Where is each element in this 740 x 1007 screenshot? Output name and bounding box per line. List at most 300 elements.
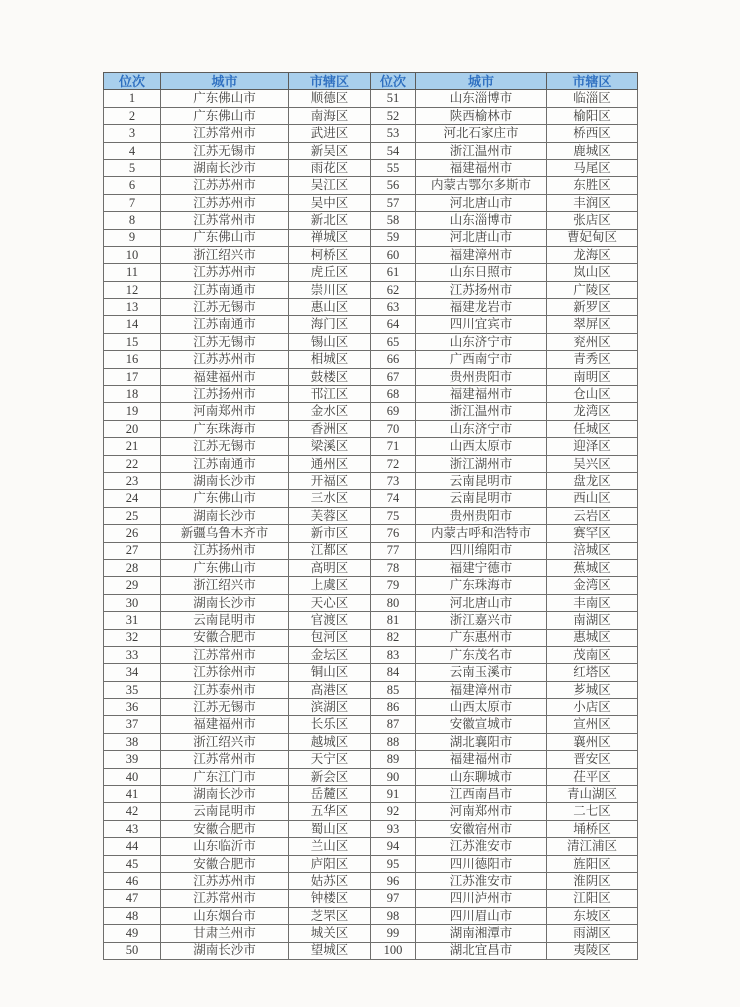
rank-cell: 40 bbox=[104, 768, 161, 785]
city-cell: 江苏淮安市 bbox=[416, 838, 547, 855]
rank-cell: 45 bbox=[104, 855, 161, 872]
table-row bbox=[104, 142, 638, 159]
city-cell: 江苏常州市 bbox=[161, 125, 289, 142]
district-cell: 邗江区 bbox=[289, 386, 371, 403]
city-district-ranking-table bbox=[103, 72, 638, 960]
rank-cell: 38 bbox=[104, 733, 161, 750]
table-row bbox=[104, 281, 638, 298]
district-cell: 高明区 bbox=[289, 559, 371, 576]
table-row bbox=[104, 559, 638, 576]
rank-cell: 51 bbox=[371, 90, 416, 107]
district-cell: 高港区 bbox=[289, 681, 371, 698]
rank-cell: 36 bbox=[104, 699, 161, 716]
district-cell: 南海区 bbox=[289, 107, 371, 124]
table-row bbox=[104, 751, 638, 768]
district-cell: 海门区 bbox=[289, 316, 371, 333]
table-row bbox=[104, 316, 638, 333]
city-cell: 广东佛山市 bbox=[161, 90, 289, 107]
rank-cell: 81 bbox=[371, 612, 416, 629]
rank-cell: 20 bbox=[104, 420, 161, 437]
city-cell: 甘肃兰州市 bbox=[161, 925, 289, 942]
city-cell: 湖南长沙市 bbox=[161, 507, 289, 524]
district-cell: 相城区 bbox=[289, 351, 371, 368]
district-cell: 广陵区 bbox=[547, 281, 638, 298]
table-row bbox=[104, 177, 638, 194]
header-city-left: 城市 bbox=[161, 73, 289, 90]
rank-cell: 27 bbox=[104, 542, 161, 559]
city-cell: 江苏常州市 bbox=[161, 212, 289, 229]
rank-cell: 28 bbox=[104, 559, 161, 576]
table-row bbox=[104, 855, 638, 872]
district-cell: 曹妃甸区 bbox=[547, 229, 638, 246]
city-cell: 江苏苏州市 bbox=[161, 351, 289, 368]
district-cell: 天宁区 bbox=[289, 751, 371, 768]
rank-cell: 59 bbox=[371, 229, 416, 246]
city-cell: 湖南长沙市 bbox=[161, 786, 289, 803]
table-row bbox=[104, 386, 638, 403]
rank-cell: 13 bbox=[104, 299, 161, 316]
rank-cell: 100 bbox=[371, 942, 416, 959]
table-row bbox=[104, 646, 638, 663]
table-row bbox=[104, 716, 638, 733]
table-row bbox=[104, 420, 638, 437]
district-cell: 通州区 bbox=[289, 455, 371, 472]
city-cell: 江苏扬州市 bbox=[161, 386, 289, 403]
header-city-right: 城市 bbox=[416, 73, 547, 90]
table-row bbox=[104, 438, 638, 455]
rank-cell: 17 bbox=[104, 368, 161, 385]
table-row bbox=[104, 942, 638, 959]
header-row bbox=[104, 73, 638, 90]
rank-cell: 37 bbox=[104, 716, 161, 733]
city-cell: 江苏南通市 bbox=[161, 316, 289, 333]
city-cell: 河南郑州市 bbox=[416, 803, 547, 820]
rank-cell: 98 bbox=[371, 907, 416, 924]
rank-cell: 72 bbox=[371, 455, 416, 472]
table-row bbox=[104, 699, 638, 716]
city-cell: 江苏常州市 bbox=[161, 646, 289, 663]
table-row bbox=[104, 507, 638, 524]
district-cell: 张店区 bbox=[547, 212, 638, 229]
rank-cell: 96 bbox=[371, 872, 416, 889]
district-cell: 榆阳区 bbox=[547, 107, 638, 124]
city-cell: 新疆乌鲁木齐市 bbox=[161, 525, 289, 542]
city-cell: 山东日照市 bbox=[416, 264, 547, 281]
table-row bbox=[104, 872, 638, 889]
district-cell: 望城区 bbox=[289, 942, 371, 959]
rank-cell: 14 bbox=[104, 316, 161, 333]
district-cell: 铜山区 bbox=[289, 664, 371, 681]
district-cell: 越城区 bbox=[289, 733, 371, 750]
city-cell: 云南玉溪市 bbox=[416, 664, 547, 681]
rank-cell: 71 bbox=[371, 438, 416, 455]
district-cell: 芗城区 bbox=[547, 681, 638, 698]
city-cell: 广东佛山市 bbox=[161, 559, 289, 576]
rank-cell: 79 bbox=[371, 577, 416, 594]
rank-cell: 80 bbox=[371, 594, 416, 611]
table-row bbox=[104, 768, 638, 785]
table-row bbox=[104, 786, 638, 803]
city-cell: 湖南长沙市 bbox=[161, 594, 289, 611]
rank-cell: 53 bbox=[371, 125, 416, 142]
city-cell: 浙江湖州市 bbox=[416, 455, 547, 472]
table-row bbox=[104, 125, 638, 142]
city-cell: 广东珠海市 bbox=[416, 577, 547, 594]
city-cell: 内蒙古鄂尔多斯市 bbox=[416, 177, 547, 194]
table-row bbox=[104, 664, 638, 681]
rank-cell: 3 bbox=[104, 125, 161, 142]
city-cell: 广东佛山市 bbox=[161, 229, 289, 246]
rank-cell: 49 bbox=[104, 925, 161, 942]
district-cell: 香洲区 bbox=[289, 420, 371, 437]
city-cell: 安徽宿州市 bbox=[416, 820, 547, 837]
rank-cell: 4 bbox=[104, 142, 161, 159]
district-cell: 南湖区 bbox=[547, 612, 638, 629]
district-cell: 新吴区 bbox=[289, 142, 371, 159]
rank-cell: 97 bbox=[371, 890, 416, 907]
district-cell: 城关区 bbox=[289, 925, 371, 942]
rank-cell: 63 bbox=[371, 299, 416, 316]
city-cell: 江苏无锡市 bbox=[161, 438, 289, 455]
rank-cell: 29 bbox=[104, 577, 161, 594]
rank-cell: 62 bbox=[371, 281, 416, 298]
table-row bbox=[104, 907, 638, 924]
city-cell: 江苏淮安市 bbox=[416, 872, 547, 889]
rank-cell: 74 bbox=[371, 490, 416, 507]
district-cell: 夷陵区 bbox=[547, 942, 638, 959]
rank-cell: 50 bbox=[104, 942, 161, 959]
rank-cell: 19 bbox=[104, 403, 161, 420]
rank-cell: 22 bbox=[104, 455, 161, 472]
district-cell: 江都区 bbox=[289, 542, 371, 559]
city-cell: 浙江绍兴市 bbox=[161, 733, 289, 750]
district-cell: 岚山区 bbox=[547, 264, 638, 281]
rank-cell: 42 bbox=[104, 803, 161, 820]
district-cell: 翠屏区 bbox=[547, 316, 638, 333]
city-cell: 浙江温州市 bbox=[416, 142, 547, 159]
city-cell: 江苏无锡市 bbox=[161, 699, 289, 716]
city-cell: 江苏苏州市 bbox=[161, 872, 289, 889]
city-cell: 湖北宜昌市 bbox=[416, 942, 547, 959]
table-row bbox=[104, 212, 638, 229]
district-cell: 滨湖区 bbox=[289, 699, 371, 716]
district-cell: 崇川区 bbox=[289, 281, 371, 298]
district-cell: 晋安区 bbox=[547, 751, 638, 768]
table-row bbox=[104, 403, 638, 420]
city-cell: 云南昆明市 bbox=[161, 803, 289, 820]
district-cell: 雨花区 bbox=[289, 159, 371, 176]
city-cell: 福建福州市 bbox=[416, 386, 547, 403]
district-cell: 惠城区 bbox=[547, 629, 638, 646]
rank-cell: 65 bbox=[371, 333, 416, 350]
city-cell: 江苏无锡市 bbox=[161, 333, 289, 350]
header-district-right: 市辖区 bbox=[547, 73, 638, 90]
city-cell: 广东茂名市 bbox=[416, 646, 547, 663]
district-cell: 赛罕区 bbox=[547, 525, 638, 542]
district-cell: 官渡区 bbox=[289, 612, 371, 629]
city-cell: 陕西榆林市 bbox=[416, 107, 547, 124]
city-cell: 云南昆明市 bbox=[416, 472, 547, 489]
city-cell: 浙江嘉兴市 bbox=[416, 612, 547, 629]
city-cell: 山东临沂市 bbox=[161, 838, 289, 855]
table-row bbox=[104, 159, 638, 176]
city-cell: 江苏无锡市 bbox=[161, 142, 289, 159]
table-row bbox=[104, 820, 638, 837]
city-cell: 山东烟台市 bbox=[161, 907, 289, 924]
rank-cell: 94 bbox=[371, 838, 416, 855]
district-cell: 襄州区 bbox=[547, 733, 638, 750]
district-cell: 开福区 bbox=[289, 472, 371, 489]
table-row bbox=[104, 577, 638, 594]
district-cell: 天心区 bbox=[289, 594, 371, 611]
district-cell: 三水区 bbox=[289, 490, 371, 507]
district-cell: 鼓楼区 bbox=[289, 368, 371, 385]
table-row bbox=[104, 194, 638, 211]
city-cell: 福建宁德市 bbox=[416, 559, 547, 576]
district-cell: 马尾区 bbox=[547, 159, 638, 176]
city-cell: 江苏南通市 bbox=[161, 281, 289, 298]
table-row bbox=[104, 925, 638, 942]
district-cell: 东坡区 bbox=[547, 907, 638, 924]
city-cell: 浙江温州市 bbox=[416, 403, 547, 420]
rank-cell: 56 bbox=[371, 177, 416, 194]
city-cell: 福建福州市 bbox=[416, 751, 547, 768]
rank-cell: 10 bbox=[104, 246, 161, 263]
district-cell: 桥西区 bbox=[547, 125, 638, 142]
rank-cell: 83 bbox=[371, 646, 416, 663]
district-cell: 旌阳区 bbox=[547, 855, 638, 872]
district-cell: 包河区 bbox=[289, 629, 371, 646]
district-cell: 龙海区 bbox=[547, 246, 638, 263]
district-cell: 红塔区 bbox=[547, 664, 638, 681]
rank-cell: 57 bbox=[371, 194, 416, 211]
rank-cell: 73 bbox=[371, 472, 416, 489]
table-row bbox=[104, 594, 638, 611]
district-cell: 二七区 bbox=[547, 803, 638, 820]
rank-cell: 44 bbox=[104, 838, 161, 855]
rank-cell: 86 bbox=[371, 699, 416, 716]
table-row bbox=[104, 90, 638, 107]
rank-cell: 35 bbox=[104, 681, 161, 698]
city-cell: 四川德阳市 bbox=[416, 855, 547, 872]
rank-cell: 34 bbox=[104, 664, 161, 681]
rank-cell: 70 bbox=[371, 420, 416, 437]
table-row bbox=[104, 246, 638, 263]
city-cell: 云南昆明市 bbox=[416, 490, 547, 507]
city-cell: 山东聊城市 bbox=[416, 768, 547, 785]
rank-cell: 7 bbox=[104, 194, 161, 211]
city-cell: 四川眉山市 bbox=[416, 907, 547, 924]
city-cell: 江苏徐州市 bbox=[161, 664, 289, 681]
rank-cell: 9 bbox=[104, 229, 161, 246]
rank-cell: 93 bbox=[371, 820, 416, 837]
city-cell: 湖南长沙市 bbox=[161, 159, 289, 176]
table-row bbox=[104, 733, 638, 750]
district-cell: 芙蓉区 bbox=[289, 507, 371, 524]
rank-cell: 33 bbox=[104, 646, 161, 663]
city-cell: 四川宜宾市 bbox=[416, 316, 547, 333]
city-cell: 福建漳州市 bbox=[416, 681, 547, 698]
rank-cell: 39 bbox=[104, 751, 161, 768]
rank-cell: 91 bbox=[371, 786, 416, 803]
rank-cell: 52 bbox=[371, 107, 416, 124]
city-cell: 广东珠海市 bbox=[161, 420, 289, 437]
rank-cell: 78 bbox=[371, 559, 416, 576]
city-cell: 福建福州市 bbox=[416, 159, 547, 176]
district-cell: 临淄区 bbox=[547, 90, 638, 107]
district-cell: 新市区 bbox=[289, 525, 371, 542]
district-cell: 武进区 bbox=[289, 125, 371, 142]
district-cell: 青秀区 bbox=[547, 351, 638, 368]
district-cell: 迎泽区 bbox=[547, 438, 638, 455]
district-cell: 鹿城区 bbox=[547, 142, 638, 159]
table-row bbox=[104, 351, 638, 368]
city-cell: 四川泸州市 bbox=[416, 890, 547, 907]
rank-cell: 24 bbox=[104, 490, 161, 507]
city-cell: 广东佛山市 bbox=[161, 107, 289, 124]
rank-cell: 60 bbox=[371, 246, 416, 263]
district-cell: 云岩区 bbox=[547, 507, 638, 524]
rank-cell: 82 bbox=[371, 629, 416, 646]
rank-cell: 1 bbox=[104, 90, 161, 107]
city-cell: 山西太原市 bbox=[416, 438, 547, 455]
rank-cell: 61 bbox=[371, 264, 416, 281]
city-cell: 安徽合肥市 bbox=[161, 820, 289, 837]
city-cell: 浙江绍兴市 bbox=[161, 577, 289, 594]
city-cell: 福建福州市 bbox=[161, 368, 289, 385]
district-cell: 惠山区 bbox=[289, 299, 371, 316]
city-cell: 山东淄博市 bbox=[416, 212, 547, 229]
table-row bbox=[104, 264, 638, 281]
district-cell: 淮阴区 bbox=[547, 872, 638, 889]
district-cell: 芝罘区 bbox=[289, 907, 371, 924]
district-cell: 金湾区 bbox=[547, 577, 638, 594]
district-cell: 吴兴区 bbox=[547, 455, 638, 472]
city-cell: 福建福州市 bbox=[161, 716, 289, 733]
rank-cell: 55 bbox=[371, 159, 416, 176]
district-cell: 岳麓区 bbox=[289, 786, 371, 803]
table-row bbox=[104, 229, 638, 246]
district-cell: 吴江区 bbox=[289, 177, 371, 194]
city-cell: 广东惠州市 bbox=[416, 629, 547, 646]
table-row bbox=[104, 681, 638, 698]
district-cell: 南明区 bbox=[547, 368, 638, 385]
district-cell: 庐阳区 bbox=[289, 855, 371, 872]
rank-cell: 12 bbox=[104, 281, 161, 298]
district-cell: 新会区 bbox=[289, 768, 371, 785]
district-cell: 蕉城区 bbox=[547, 559, 638, 576]
district-cell: 茂南区 bbox=[547, 646, 638, 663]
city-cell: 贵州贵阳市 bbox=[416, 507, 547, 524]
city-cell: 广西南宁市 bbox=[416, 351, 547, 368]
district-cell: 金坛区 bbox=[289, 646, 371, 663]
rank-cell: 30 bbox=[104, 594, 161, 611]
district-cell: 江阳区 bbox=[547, 890, 638, 907]
city-cell: 江苏苏州市 bbox=[161, 194, 289, 211]
district-cell: 西山区 bbox=[547, 490, 638, 507]
rank-cell: 5 bbox=[104, 159, 161, 176]
city-cell: 山东济宁市 bbox=[416, 333, 547, 350]
city-cell: 江苏无锡市 bbox=[161, 299, 289, 316]
district-cell: 上虞区 bbox=[289, 577, 371, 594]
rank-cell: 25 bbox=[104, 507, 161, 524]
rank-cell: 68 bbox=[371, 386, 416, 403]
city-cell: 安徽合肥市 bbox=[161, 629, 289, 646]
district-cell: 雨湖区 bbox=[547, 925, 638, 942]
district-cell: 宣州区 bbox=[547, 716, 638, 733]
city-cell: 河南郑州市 bbox=[161, 403, 289, 420]
rank-cell: 66 bbox=[371, 351, 416, 368]
district-cell: 金水区 bbox=[289, 403, 371, 420]
rank-cell: 69 bbox=[371, 403, 416, 420]
city-cell: 湖南长沙市 bbox=[161, 942, 289, 959]
district-cell: 东胜区 bbox=[547, 177, 638, 194]
rank-cell: 32 bbox=[104, 629, 161, 646]
city-cell: 福建龙岩市 bbox=[416, 299, 547, 316]
district-cell: 埇桥区 bbox=[547, 820, 638, 837]
district-cell: 任城区 bbox=[547, 420, 638, 437]
rank-cell: 21 bbox=[104, 438, 161, 455]
city-cell: 湖南长沙市 bbox=[161, 472, 289, 489]
district-cell: 茌平区 bbox=[547, 768, 638, 785]
city-cell: 江苏常州市 bbox=[161, 751, 289, 768]
rank-cell: 67 bbox=[371, 368, 416, 385]
rank-cell: 54 bbox=[371, 142, 416, 159]
rank-cell: 77 bbox=[371, 542, 416, 559]
rank-cell: 16 bbox=[104, 351, 161, 368]
district-cell: 涪城区 bbox=[547, 542, 638, 559]
district-cell: 新北区 bbox=[289, 212, 371, 229]
rank-cell: 95 bbox=[371, 855, 416, 872]
rank-cell: 76 bbox=[371, 525, 416, 542]
table-row bbox=[104, 542, 638, 559]
district-cell: 姑苏区 bbox=[289, 872, 371, 889]
rank-cell: 92 bbox=[371, 803, 416, 820]
city-cell: 广东江门市 bbox=[161, 768, 289, 785]
rank-cell: 8 bbox=[104, 212, 161, 229]
table-row bbox=[104, 107, 638, 124]
district-cell: 盘龙区 bbox=[547, 472, 638, 489]
rank-cell: 47 bbox=[104, 890, 161, 907]
city-cell: 江苏扬州市 bbox=[416, 281, 547, 298]
table-row bbox=[104, 472, 638, 489]
city-cell: 四川绵阳市 bbox=[416, 542, 547, 559]
district-cell: 钟楼区 bbox=[289, 890, 371, 907]
city-cell: 江苏苏州市 bbox=[161, 177, 289, 194]
rank-cell: 2 bbox=[104, 107, 161, 124]
city-cell: 山东淄博市 bbox=[416, 90, 547, 107]
header-district-left: 市辖区 bbox=[289, 73, 371, 90]
city-cell: 江苏扬州市 bbox=[161, 542, 289, 559]
rank-cell: 88 bbox=[371, 733, 416, 750]
city-cell: 广东佛山市 bbox=[161, 490, 289, 507]
rank-cell: 84 bbox=[371, 664, 416, 681]
district-cell: 兖州区 bbox=[547, 333, 638, 350]
district-cell: 锡山区 bbox=[289, 333, 371, 350]
city-cell: 河北唐山市 bbox=[416, 229, 547, 246]
rank-cell: 26 bbox=[104, 525, 161, 542]
rank-cell: 64 bbox=[371, 316, 416, 333]
district-cell: 仓山区 bbox=[547, 386, 638, 403]
district-cell: 新罗区 bbox=[547, 299, 638, 316]
city-cell: 贵州贵阳市 bbox=[416, 368, 547, 385]
city-cell: 江苏南通市 bbox=[161, 455, 289, 472]
rank-cell: 90 bbox=[371, 768, 416, 785]
district-cell: 蜀山区 bbox=[289, 820, 371, 837]
table-row bbox=[104, 803, 638, 820]
rank-cell: 99 bbox=[371, 925, 416, 942]
rank-cell: 85 bbox=[371, 681, 416, 698]
